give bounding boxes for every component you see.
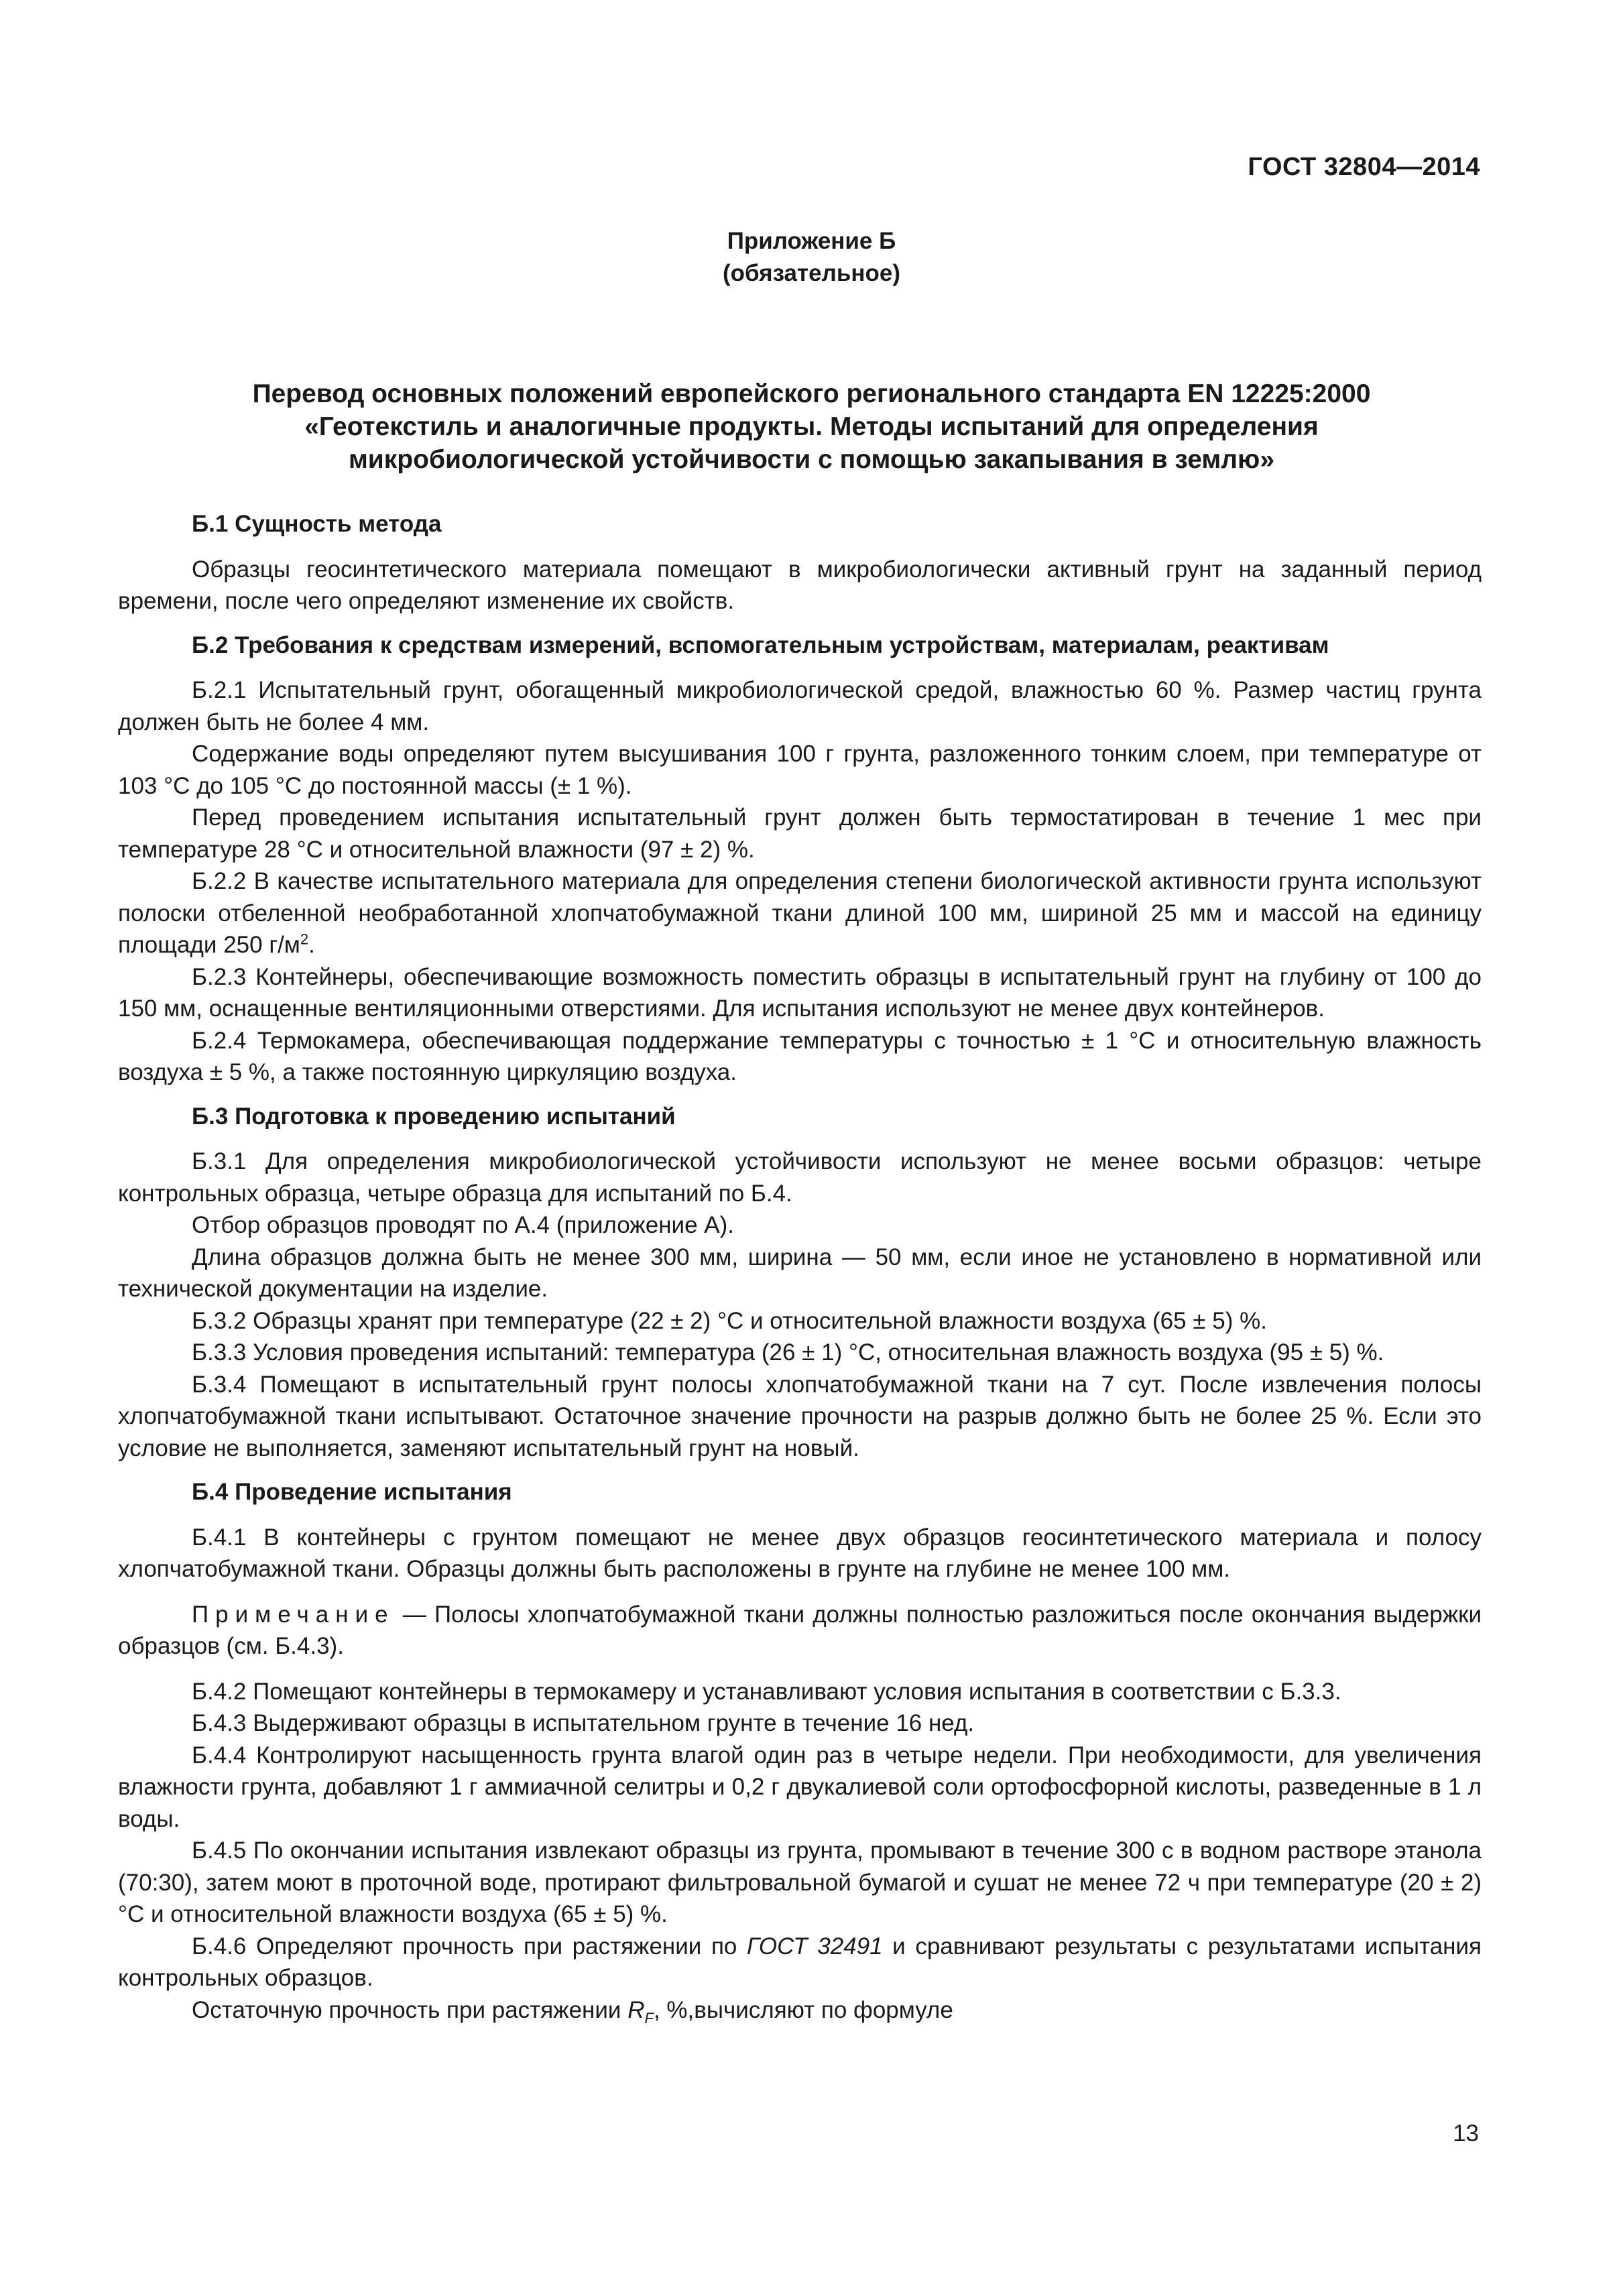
paragraph-b2-2 [118,865,1482,961]
paragraph-b4-2: Б.4.2 Помещают контейнеры в термокамеру и устанавливают условия испытания в соответствии с Б.3.3. [192,1678,1341,1705]
document-body [118,496,1482,2026]
paragraph-b4-6-a: Б.4.6 Определяют прочность при растяжении по [192,1933,747,1959]
superscript-2: 2 [300,930,309,948]
appendix-label: Приложение Б [727,228,896,254]
section-heading-b3: Б.3 Подготовка к проведению испытаний [192,1103,676,1130]
paragraph-b2-2-end: . [308,932,315,958]
paragraph-b2-2-text: Б.2.2 В качестве испытательного материала для определения степени биологической активности грунта используют полоски отбеленной необработанной хлопчатобумажной ткани длиной 100 мм, шириной 25 мм и массой на единицу площади 250 г/м [118,868,1482,958]
paragraph-b2-1-thermostat: Перед проведением испытания испытательный грунт должен быть термостатирован в течение 1 мес при температуре 28 °С и относительной влажности (97 ± 2) %. [118,804,1482,863]
paragraph-b4-6-formula-intro [118,1994,1482,2027]
paragraph-b2-3: Б.2.3 Контейнеры, обеспечивающие возможность поместить образцы в испытательный грунт на глубину от 100 до 150 мм, оснащенные вентиляционными отверстиями. Для испытания используют не менее двух контейнеров. [118,963,1482,1022]
section-heading-b1: Б.1 Сущность метода [192,511,442,537]
appendix-header [0,225,1623,290]
note-label: Примечание [192,1601,395,1628]
section-heading-b2: Б.2 Требования к средствам измерений, вспомогательным устройствам, материалам, реактивам [192,631,1329,658]
note-text: — Полосы хлопчатобумажной ткани должны полностью разложиться после окончания выдержки образцов (см. Б.4.3). [118,1601,1482,1659]
paragraph-b3-1: Б.3.1 Для определения микробиологической устойчивости используют не менее восьми образцов: четыре контрольных образца, четыре образца для испытаний по Б.4. [118,1148,1482,1207]
paragraph-b4-5: Б.4.5 По окончании испытания извлекают образцы из грунта, промывают в течение 300 с в водном растворе этанола (70:30), затем моют в проточной воде, протирают фильтровальной бумагой и сушат не менее 72 ч при температуре (20 ± 2) °С и относительной влажности воздуха (65 ± 5) %. [118,1837,1482,1927]
standard-designation: ГОСТ 32804—2014 [1248,153,1480,181]
paragraph-b4-4: Б.4.4 Контролируют насыщенность грунта влагой один раз в четыре недели. При необходимости, для увеличения влажности грунта, добавляют 1 г аммиачной селитры и 0,2 г двукалиевой соли ортофосфорной кислоты, разведенные в 1 л воды. [118,1742,1482,1832]
paragraph-b3-1-dimensions: Длина образцов должна быть не менее 300 мм, ширина — 50 мм, если иное не установлено в нормативной или технической документации на изделие. [118,1244,1482,1302]
paragraph-b3-1-sampling: Отбор образцов проводят по А.4 (приложение А). [192,1212,734,1238]
paragraph-b3-3: Б.3.3 Условия проведения испытаний: температура (26 ± 1) °С, относительная влажность воздуха (95 ± 5) %. [192,1339,1384,1366]
paragraph-b3-4: Б.3.4 Помещают в испытательный грунт полосы хлопчатобумажной ткани на 7 сут. После извлечения полосы хлопчатобумажной ткани испытывают. Остаточное значение прочности на разрыв должно быть не более 25 %. Если это условие не выполняется, заменяют испытательный грунт на новый. [118,1371,1482,1461]
title-line-1: Перевод основных положений европейского регионального стандарта EN 12225:2000 [252,379,1371,408]
paragraph-b4-6-b: и сравнивают результаты с результатами испытания контрольных образцов. [118,1933,1482,1991]
page-number: 13 [1453,2120,1479,2147]
title-line-2: «Геотекстиль и аналогичные продукты. Методы испытаний для определения [304,412,1319,441]
appendix-status: (обязательное) [722,260,900,286]
paragraph-b2-4: Б.2.4 Термокамера, обеспечивающая поддержание температуры с точностью ± 1 °С и относительную влажность воздуха ± 5 %, а также постоянную циркуляцию воздуха. [118,1027,1482,1085]
paragraph-b4-3: Б.4.3 Выдерживают образцы в испытательном грунте в течение 16 нед. [192,1710,975,1736]
note [118,1599,1482,1663]
paragraph-b3-2: Б.3.2 Образцы хранят при температуре (22 ± 2) °С и относительной влажности воздуха (65 ± 5) %. [192,1307,1267,1334]
appendix-title [0,377,1623,476]
formula-intro-b: , %,вычисляют по формуле [653,1996,953,2023]
paragraph-b2-1: Б.2.1 Испытательный грунт, обогащенный микробиологической средой, влажностью 60 %. Размер частиц грунта должен быть не более 4 мм. [118,677,1482,735]
paragraph-b1: Образцы геосинтетического материала помещают в микробиологически активный грунт на заданный период времени, после чего определяют изменение их свойств. [118,556,1482,614]
variable-r: R [627,1996,645,2023]
paragraph-b2-1-water: Содержание воды определяют путем высушивания 100 г грунта, разложенного тонким слоем, при температуре от 103 °С до 105 °С до постоянной массы (± 1 %). [118,741,1482,799]
formula-intro-a: Остаточную прочность при растяжении [192,1996,628,2023]
paragraph-b4-6 [118,1931,1482,1994]
section-heading-b4: Б.4 Проведение испытания [192,1479,512,1505]
standard-reference-link[interactable]: ГОСТ 32491 [747,1933,883,1959]
title-line-3: микробиологической устойчивости с помощью закапывания в землю» [348,445,1275,474]
variable-subscript-f: F [644,2009,654,2027]
paragraph-b4-1: Б.4.1 В контейнеры с грунтом помещают не менее двух образцов геосинтетического материала и полосу хлопчатобумажной ткани. Образцы должны быть расположены в грунте на глубине не менее 100 мм. [118,1524,1482,1582]
